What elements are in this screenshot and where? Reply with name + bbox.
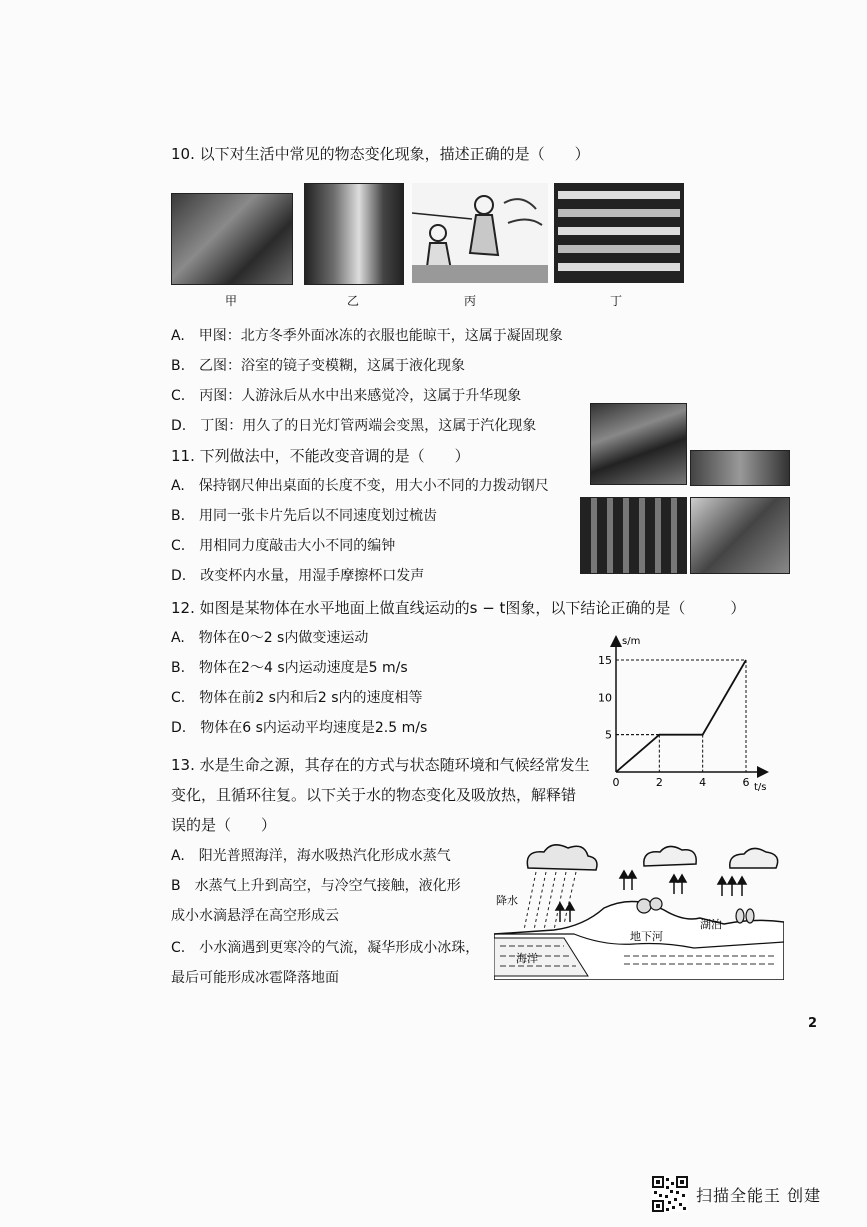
q12-option-a: A. 物体在0～2 s内做变速运动 bbox=[171, 630, 369, 646]
q10-option-c: C. 丙图：人游泳后从水中出来感觉冷，这属于升华现象 bbox=[171, 388, 522, 404]
st-data-line bbox=[616, 660, 746, 772]
st-ytick-label: 5 bbox=[605, 728, 612, 742]
q10-illustration-bing bbox=[412, 183, 548, 283]
q11-photo-comb bbox=[690, 450, 790, 486]
q11-photo-bells bbox=[580, 497, 687, 574]
q10-photo-jia bbox=[171, 193, 293, 285]
q11-option-a: A. 保持钢尺伸出桌面的长度不变，用大小不同的力拨动钢尺 bbox=[171, 478, 549, 494]
st-graph bbox=[596, 630, 776, 798]
st-xtick-label: 6 bbox=[742, 776, 750, 789]
label-groundwater: 地下河 bbox=[630, 930, 663, 943]
st-xtick-label: 2 bbox=[655, 776, 663, 789]
scanner-watermark: 扫描全能王 创建 bbox=[696, 1186, 822, 1205]
q11-option-d: D. 改变杯内水量，用湿手摩擦杯口发声 bbox=[171, 568, 425, 584]
st-ytick-label: 15 bbox=[598, 654, 612, 667]
q11-stem: 11. 下列做法中，不能改变音调的是（ ） bbox=[171, 447, 470, 465]
q10-caption-jia: 甲 bbox=[224, 294, 237, 308]
q11-photo-glass bbox=[690, 497, 790, 574]
q10-caption-yi: 乙 bbox=[346, 294, 359, 308]
q10-photo-ding bbox=[554, 183, 684, 283]
st-xlabel: t/s bbox=[754, 782, 767, 793]
q11-photo-ruler bbox=[590, 403, 687, 485]
label-rain: 降水 bbox=[496, 894, 518, 907]
label-sea: 海洋 bbox=[516, 952, 538, 965]
q12-stem: 12. 如图是某物体在水平地面上做直线运动的s − t图象，以下结论正确的是（ ） bbox=[171, 599, 746, 617]
st-xtick-label: 4 bbox=[699, 776, 707, 789]
q13-option-b-line2: 成小水滴悬浮在高空形成云 bbox=[171, 908, 339, 924]
q10-caption-bing: 丙 bbox=[463, 294, 476, 308]
q10-option-d: D. 丁图：用久了的日光灯管两端会变黑，这属于汽化现象 bbox=[171, 418, 537, 434]
q11-option-b: B. 用同一张卡片先后以不同速度划过梳齿 bbox=[171, 508, 438, 524]
label-lake: 湖泊 bbox=[700, 918, 722, 931]
qr-code-icon bbox=[652, 1176, 688, 1212]
q13-stem-line2: 变化，且循环往复。以下关于水的物态变化及吸放热，解释错 bbox=[171, 786, 577, 804]
page-number: 2 bbox=[808, 1016, 818, 1031]
q13-option-c-line2: 最后可能形成冰雹降落地面 bbox=[171, 970, 339, 986]
q10-stem: 10. 以下对生活中常见的物态变化现象，描述正确的是（ ） bbox=[171, 145, 590, 163]
q10-option-a: A. 甲图：北方冬季外面冰冻的衣服也能晾干，这属于凝固现象 bbox=[171, 328, 563, 344]
q11-option-c: C. 用相同力度敲击大小不同的编钟 bbox=[171, 538, 396, 554]
q10-photo-yi bbox=[304, 183, 404, 285]
water-cycle-diagram bbox=[494, 838, 784, 980]
q13-stem-line3: 误的是（ ） bbox=[171, 816, 277, 834]
q12-option-b: B. 物体在2～4 s内运动速度是5 m/s bbox=[171, 660, 408, 676]
st-xtick-label: 0 bbox=[612, 776, 620, 789]
st-ylabel: s/m bbox=[622, 636, 641, 647]
q10-caption-ding: 丁 bbox=[609, 294, 622, 308]
st-ytick-label: 10 bbox=[598, 691, 612, 705]
q12-option-c: C. 物体在前2 s内和后2 s内的速度相等 bbox=[171, 690, 423, 706]
q13-option-b-line1: B 水蒸气上升到高空，与冷空气接触，液化形 bbox=[171, 878, 461, 894]
q13-option-a: A. 阳光普照海洋，海水吸热汽化形成水蒸气 bbox=[171, 848, 451, 864]
q10-option-b: B. 乙图：浴室的镜子变模糊，这属于液化现象 bbox=[171, 358, 466, 374]
q13-stem-line1: 13. 水是生命之源，其存在的方式与状态随环境和气候经常发生 bbox=[171, 756, 590, 774]
q12-option-d: D. 物体在6 s内运动平均速度是2.5 m/s bbox=[171, 720, 428, 736]
q13-option-c-line1: C. 小水滴遇到更寒冷的气流，凝华形成小冰珠， bbox=[171, 940, 480, 956]
